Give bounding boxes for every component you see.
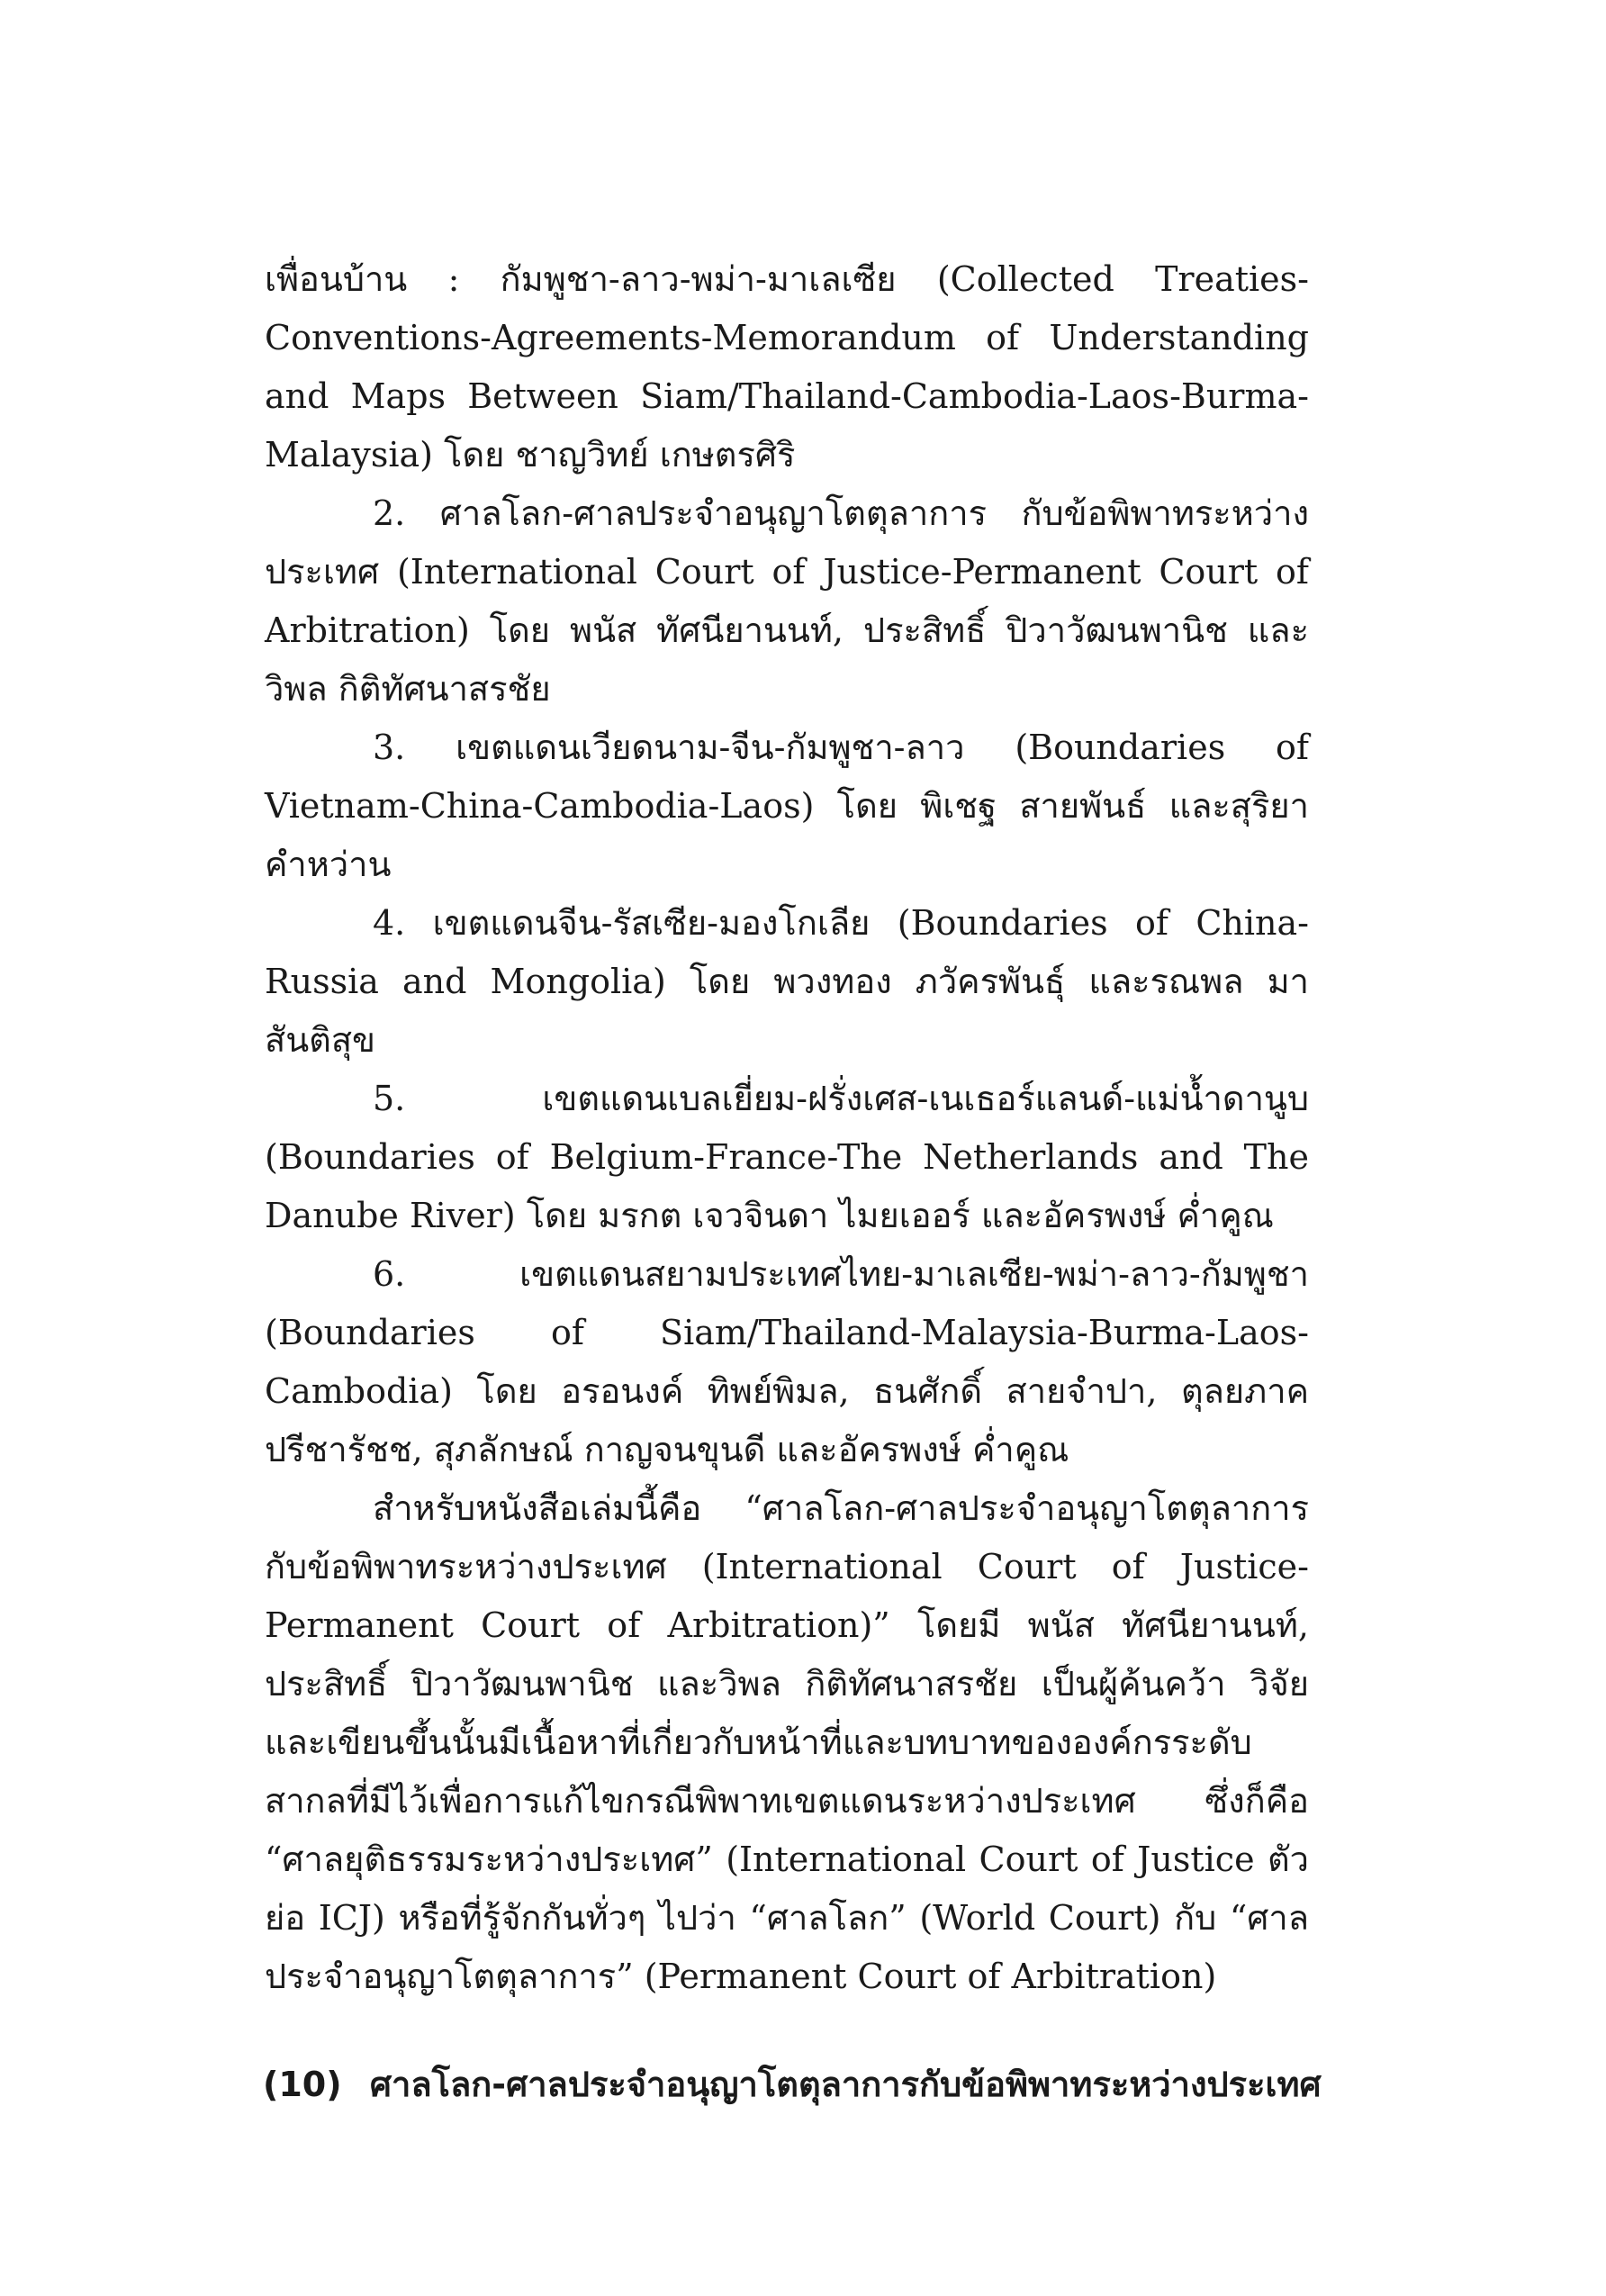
paragraph-series-5: 5. เขตแดนเบลเยี่ยม-ฝรั่งเศส-เนเธอร์แลนด์-แม่น้ำดานูบ (Boundaries of Belgium-France-The Netherlands and The Danube River) โดย มรกต เจวจินดา ไมยเออร์ และอัครพงษ์ ค่ำคูณ bbox=[265, 1079, 1309, 1235]
paragraph-series-1-continued: เพื่อนบ้าน : กัมพูชา-ลาว-พม่า-มาเลเซีย (Collected Treaties-Conventions-Agreements-Memorandum of Understanding and Maps Between Siam/Thailand-Cambodia-Laos-Burma-Malaysia) โดย ชาญวิทย์ เกษตรศิริ bbox=[265, 259, 1309, 475]
paragraph-this-book: สำหรับหนังสือเล่มนี้คือ “ศาลโลก-ศาลประจำอนุญาโตตุลาการ กับข้อพิพาทระหว่างประเทศ (International Court of Justice-Permanent Court of Arbitration)” โดยมี พนัส ทัศนียานนท์, ประสิทธิ์ ปิวาวัฒนพานิช และวิพล กิติทัศนาสรชัย เป็นผู้ค้นคว้า วิจัย และเขียนขึ้นนั้นมีเนื้อหาที่เกี่ยวกับหน้าที่และบทบาทขององค์กรระดับสากลที่มีไว้เพื่อการแก้ไขกรณีพิพาทเขตแดนระหว่างประเทศ ซึ่งก็คือ “ศาลยุติธรรมระหว่างประเทศ” (International Court of Justice ตัวย่อ ICJ) หรือที่รู้จักกันทั่วๆ ไปว่า “ศาลโลก” (World Court) กับ “ศาลประจำอนุญาโตตุลาการ” (Permanent Court of Arbitration) bbox=[265, 1488, 1309, 1996]
paragraph-series-6: 6. เขตแดนสยามประเทศไทย-มาเลเซีย-พม่า-ลาว-กัมพูชา (Boundaries of Siam/Thailand-Malaysia-Burma-Laos-Cambodia) โดย อรอนงค์ ทิพย์พิมล, ธนศักดิ์ สายจำปา, ตุลยภาค ปรีชารัชช, สุภลักษณ์ กาญจนขุนดี และอัครพงษ์ ค่ำคูณ bbox=[265, 1254, 1309, 1469]
paragraph-series-2: 2. ศาลโลก-ศาลประจำอนุญาโตตุลาการ กับข้อพิพาทระหว่างประเทศ (International Court of Justice-Permanent Court of Arbitration) โดย พนัส ทัศนียานนท์, ประสิทธิ์ ปิวาวัฒนพานิช และ วิพล กิติทัศนาสรชัย bbox=[265, 493, 1309, 709]
paragraph-series-3: 3. เขตแดนเวียดนาม-จีน-กัมพูชา-ลาว (Boundaries of Vietnam-China-Cambodia-Laos) โดย พิเชฐ สายพันธ์ และสุริยา คำหว่าน bbox=[265, 728, 1309, 884]
page-number: (10) bbox=[263, 2065, 342, 2104]
body-text bbox=[265, 250, 1309, 2006]
page-footer bbox=[263, 2062, 1343, 2107]
paragraph-series-4: 4. เขตแดนจีน-รัสเซีย-มองโกเลีย (Boundaries of China-Russia and Mongolia) โดย พวงทอง ภวัครพันธุ์ และรณพล มาสันติสุข bbox=[265, 903, 1309, 1060]
running-title: ศาลโลก-ศาลประจำอนุญาโตตุลาการกับข้อพิพาทระหว่างประเทศ bbox=[369, 2065, 1322, 2104]
